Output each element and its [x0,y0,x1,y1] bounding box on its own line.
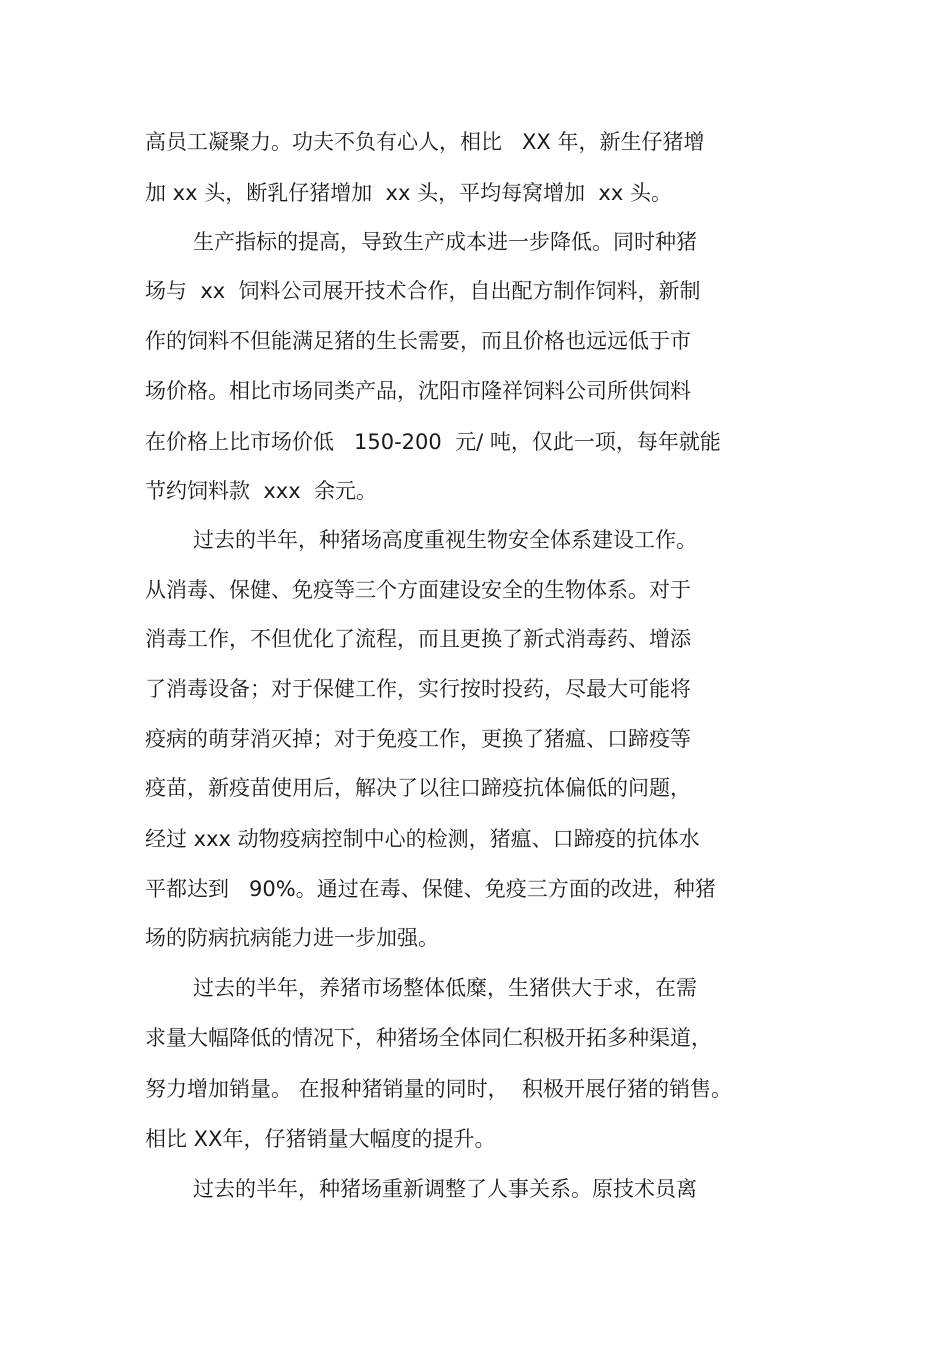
text-line-1: 高员工凝聚力。功夫不负有心人，相比 XX 年，新生仔猪增 [145,130,705,154]
text-line-7: 在价格上比市场价低 150-200 元/ 吨，仅此一项，每年就能 [145,430,721,454]
text-line-8: 节约饲料款 xxx 余元。 [145,479,377,503]
text-line-13: 疫病的萌芽消灭掉；对于免疫工作，更换了猪瘟、口蹄疫等 [145,727,691,751]
text-line-11: 消毒工作，不但优化了流程，而且更换了新式消毒药、增添 [145,627,691,651]
text-line-16: 平都达到 90%。通过在毒、保健、免疫三方面的改进，种猪 [145,877,716,901]
text-line-15: 经过 xxx 动物疫病控制中心的检测，猪瘟、口蹄疫的抗体水 [145,827,700,851]
text-line-12: 了消毒设备；对于保健工作，实行按时投药，尽最大可能将 [145,677,691,701]
text-line-17: 场的防病抗病能力进一步加强。 [145,926,439,950]
text-line-20: 努力增加销量。 在报种猪销量的同时， 积极开展仔猪的销售。 [145,1077,733,1101]
text-line-2: 加 xx 头，断乳仔猪增加 xx 头，平均每窝增加 xx 头。 [145,181,672,205]
text-line-6: 场价格。相比市场同类产品，沈阳市隆祥饲料公司所供饲料 [145,379,691,403]
paragraph-start-line: 过去的半年，养猪市场整体低糜，生猪供大于求，在需 [193,976,697,1000]
text-line-5: 作的饲料不但能满足猪的生长需要，而且价格也远远低于市 [145,329,691,353]
paragraph-start-line: 过去的半年，种猪场重新调整了人事关系。原技术员离 [193,1177,697,1201]
text-line-21: 相比 XX年，仔猪销量大幅度的提升。 [145,1127,496,1151]
paragraph-start-line: 生产指标的提高，导致生产成本进一步降低。同时种猪 [193,230,697,254]
text-line-4: 场与 xx 饲料公司展开技术合作，自出配方制作饲料，新制 [145,279,701,303]
paragraph-start-line: 过去的半年，种猪场高度重视生物安全体系建设工作。 [193,528,697,552]
text-line-19: 求量大幅降低的情况下，种猪场全体同仁积极开拓多种渠道， [145,1026,712,1050]
text-line-10: 从消毒、保健、免疫等三个方面建设安全的生物体系。对于 [145,578,691,602]
text-line-14: 疫苗，新疫苗使用后，解决了以往口蹄疫抗体偏低的问题， [145,776,691,800]
